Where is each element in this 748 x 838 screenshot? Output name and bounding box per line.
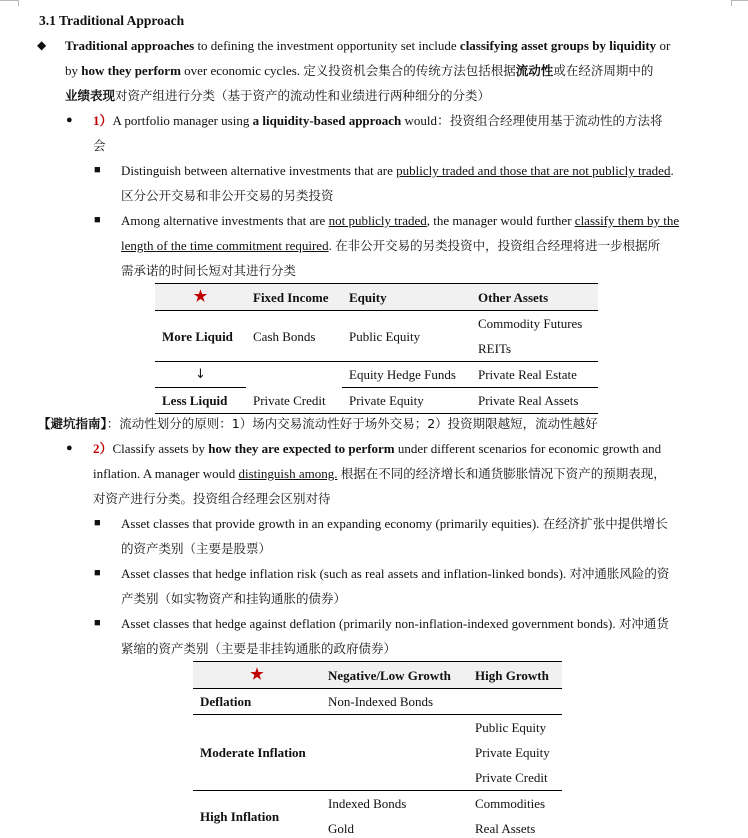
- table-header: Other Assets: [471, 284, 598, 311]
- row-label: Less Liquid: [155, 388, 246, 414]
- down-arrow-icon: ↓: [195, 367, 206, 382]
- diamond-bullet-icon: ◆: [37, 38, 47, 52]
- liquidity-approach-item: 1）A portfolio manager using a liquidity-based approach would：投资组合经理使用基于流动性的方法将 会: [93, 113, 663, 153]
- star-icon: ★: [250, 667, 264, 683]
- section-heading: 3.1 Traditional Approach: [39, 13, 185, 28]
- performance-approach-item: 2）Classify assets by how they are expected to perform under different scenarios for economic growth and inflation. A manager would distinguish among. 根据在不同的经济增长和通货膨胀情况下资产的预期表现， 对资产进行分类。投资组合经理会区别对待: [93, 441, 666, 506]
- square-bullet-icon: ■: [94, 617, 101, 629]
- row-label: More Liquid: [162, 328, 233, 344]
- row-label: Deflation: [200, 694, 252, 709]
- star-icon: ★: [193, 289, 208, 305]
- square-bullet-icon: ■: [94, 567, 101, 579]
- square-bullet-icon: ■: [94, 164, 101, 176]
- page-top-rule: [0, 0, 748, 2]
- growth-asset-item: Asset classes that provide growth in an expanding economy (primarily equities). 在经济扩张中提供增长 的资产类别（主要是股票）: [121, 516, 668, 556]
- square-bullet-icon: ■: [94, 214, 101, 226]
- pitfall-guide: 【避坑指南】：流动性划分的原则：1）场内交易流动性好于场外交易；2）投资期限越短，流动性越好: [38, 416, 598, 431]
- round-bullet-icon: ●: [66, 114, 73, 126]
- growth-inflation-table: ★ Negative/Low Growth High Growth Deflation Non-Indexed Bonds Moderate Inflation Public Equity Private Equity Private Credit High Inflation Indexed Bonds Commodities Gold Real Assets: [193, 661, 562, 838]
- time-commitment-item: Among alternative investments that are not publicly traded, the manager would further classify them by the length of the time commitment required. 在非公开交易的另类投资中，投资组合经理将进一步根据所 需承诺的时间长短对其进行分类: [121, 213, 680, 278]
- row-label: Moderate Inflation: [200, 745, 306, 760]
- distinguish-item: Distinguish between alternative investments that are publicly traded and those that are not publicly traded. 区分公开交易和非公开交易的另类投资: [121, 163, 674, 203]
- table-header: Equity: [342, 284, 471, 311]
- intro-paragraph: Traditional approaches to defining the investment opportunity set include classifying asset groups by liquidity or by how they perform over economic cycles. 定义投资机会集合的传统方法包括根据流动性或在经济周期中的 业绩表现对资产组进行分类（基于资产的流动性和业绩进行两种细分的分类）: [65, 38, 671, 103]
- deflation-hedge-item: Asset classes that hedge against deflation (primarily non-inflation-indexed government bonds). 对冲通货 紧缩的资产类别（主要是非挂钩通胀的政府债券）: [121, 616, 669, 656]
- round-bullet-icon: ●: [66, 442, 73, 454]
- table-header: High Growth: [468, 662, 562, 689]
- row-label: High Inflation: [200, 808, 280, 824]
- square-bullet-icon: ■: [94, 517, 101, 529]
- table-header: Negative/Low Growth: [321, 662, 468, 689]
- table-header: Fixed Income: [246, 284, 342, 311]
- liquidity-table: ★ Fixed Income Equity Other Assets More Liquid Cash Bonds Public Equity Commodity Futures REITs ↓ Equity Hedge Funds Private Real Estate Less Liquid Private Credit Private Equity Private Real Assets: [155, 283, 598, 414]
- inflation-hedge-item: Asset classes that hedge inflation risk (such as real assets and inflation-linked bonds). 对冲通胀风险的资 产类别（如实物资产和挂钩通胀的债券）: [121, 566, 670, 606]
- pitfall-label: 【避坑指南】: [38, 416, 107, 431]
